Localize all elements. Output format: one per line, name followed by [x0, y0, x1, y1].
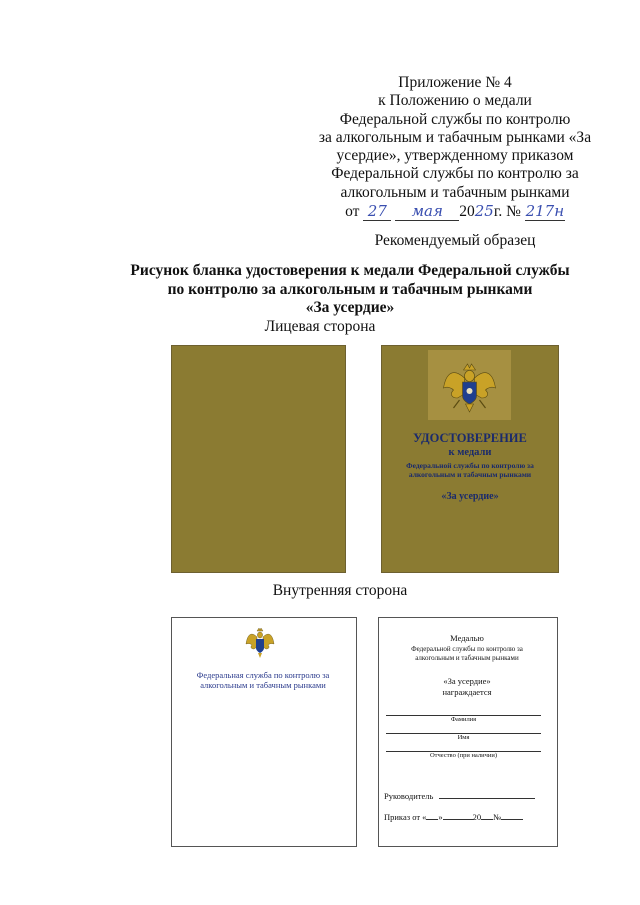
cover-award: «За усердие» — [441, 491, 499, 502]
header-line: усердие», утвержденному приказом — [336, 147, 574, 165]
inner-left-line: алкогольным и табачным рынками — [200, 680, 326, 690]
title-line: по контролю за алкогольным и табачным рынками — [167, 280, 533, 298]
awarded-label: награждается — [442, 687, 492, 697]
name-label: Имя — [457, 734, 470, 741]
date-prefix: от — [345, 203, 360, 221]
order-row — [384, 812, 554, 822]
date-month: мая — [395, 202, 459, 221]
inner-left-line: Федеральная служба по контролю за — [196, 670, 330, 680]
order-quote: » — [438, 812, 443, 822]
order-prefix: Приказ от « — [384, 812, 427, 822]
cover-emblem-box — [428, 350, 511, 420]
eagle-emblem-icon — [428, 350, 511, 420]
head-signature-line — [439, 798, 535, 799]
order-day-line — [426, 819, 438, 820]
title-line: «За усердие» — [305, 299, 395, 316]
head-label: Руководитель — [384, 791, 434, 801]
title-line: Рисунок бланка удостоверения к медали Федеральной службы — [130, 262, 570, 279]
cover-title: УДОСТОВЕРЕНИЕ — [413, 431, 527, 445]
inner-right-service — [380, 645, 554, 662]
order-number: 217н — [525, 202, 565, 221]
date-year-suffix: 25 — [474, 202, 494, 221]
eagle-emblem-icon — [245, 625, 275, 661]
inner-emblem — [245, 625, 275, 661]
appendix-header — [300, 74, 610, 221]
header-line: Федеральной службы по контролю за — [331, 165, 579, 183]
cover-service-line: алкогольным и табачным рынками — [408, 470, 532, 479]
date-year-prefix: 20 — [459, 203, 475, 221]
surname-label: Фамилия — [450, 716, 477, 723]
header-line: за алкогольным и табачным рынками «За — [318, 128, 592, 146]
sample-label: Рекомендуемый образец — [374, 232, 536, 249]
inner-right-line: алкогольным и табачным рынками — [415, 653, 519, 662]
order-year: 20 — [472, 812, 482, 822]
date-suffix: г. № — [493, 203, 521, 221]
inner-left-service — [173, 670, 353, 690]
back-cover-panel — [171, 345, 346, 573]
front-side-label: Лицевая сторона — [264, 318, 376, 335]
header-line: алкогольным и табачным рынками — [340, 183, 570, 201]
patronymic-label: Отчество (при наличии) — [429, 752, 497, 759]
cover-subtitle: к медали — [448, 447, 492, 458]
inner-award: «За усердие» — [443, 676, 491, 686]
head-row — [384, 791, 554, 801]
order-date-line — [300, 202, 610, 221]
order-number-line — [501, 819, 523, 820]
order-no: № — [493, 812, 502, 822]
header-line: к Положению о медали — [378, 92, 532, 110]
cover-service — [385, 461, 555, 479]
date-day: 27 — [363, 202, 391, 221]
cover-service-line: Федеральной службы по контролю за — [406, 461, 534, 470]
header-line: Приложение № 4 — [398, 74, 512, 91]
header-line: Федеральной службы по контролю — [339, 110, 571, 128]
figure-title — [120, 262, 580, 318]
medal-label: Медалью — [450, 633, 484, 643]
order-month-line — [443, 819, 473, 820]
inner-right-line: Федеральной службы по контролю за — [411, 645, 523, 653]
order-year-line — [481, 819, 493, 820]
inner-side-label: Внутренняя сторона — [272, 582, 408, 599]
